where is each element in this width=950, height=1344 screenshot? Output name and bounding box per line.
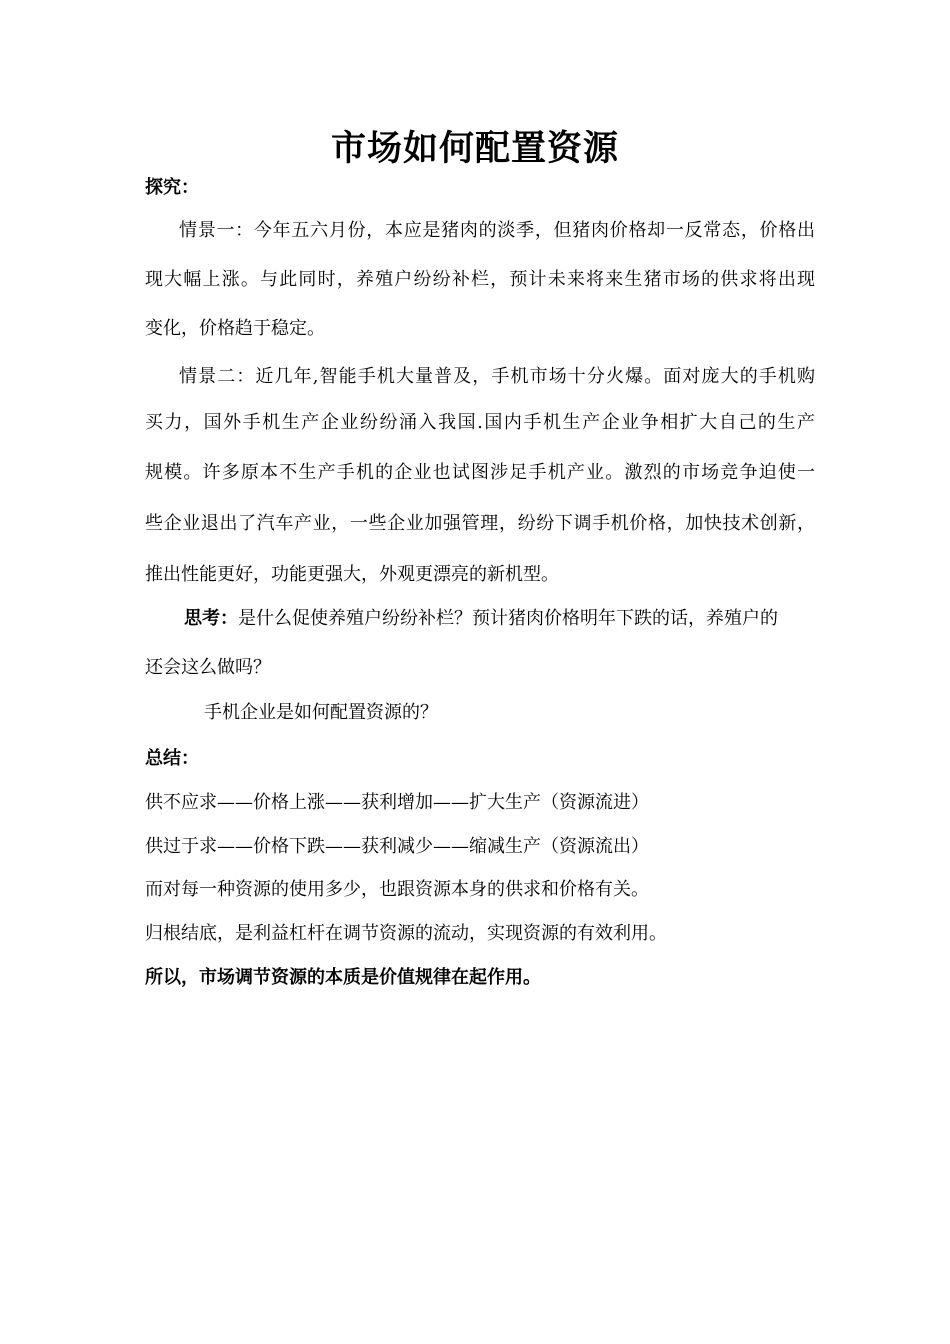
thinking-question-1: 是什么促使养殖户纷纷补栏？预计猪肉价格明年下跌的话，养殖户的 [238,608,778,629]
summary-line-1: 供不应求——价格上涨——获利增加——扩大生产（资源流进） [145,792,649,813]
summary-conclusion: 所以，市场调节资源的本质是价值规律在起作用。 [145,967,541,988]
thinking-line-2: 还会这么做吗？ [145,657,271,678]
scenario2-line-1: 情景二：近几年,智能手机大量普及，手机市场十分火爆。面对庞大的手机购 [179,366,815,387]
scenario2-line-2: 买力，国外手机生产企业纷纷涌入我国.国内手机生产企业争相扩大自己的生产 [145,412,815,433]
document-title: 市场如何配置资源 [330,128,619,169]
summary-line-2: 供过于求——价格下跌——获利减少——缩减生产（资源流出） [145,836,649,857]
scenario2-line-4: 些企业退出了汽车产业，一些企业加强管理，纷纷下调手机价格，加快技术创新， [145,513,815,534]
summary-line-4: 归根结底，是利益杠杆在调节资源的流动，实现资源的有效利用。 [145,923,667,944]
summary-heading: 总结： [145,748,199,769]
explore-heading: 探究： [145,177,199,198]
scenario1-line-1: 情景一：今年五六月份，本应是猪肉的淡季，但猪肉价格却一反常态，价格出 [179,220,815,241]
thinking-label: 思考： [184,608,238,629]
thinking-question-2: 手机企业是如何配置资源的？ [204,702,438,723]
thinking-line-1 [184,606,815,632]
scenario2-line-5: 推出性能更好，功能更强大，外观更漂亮的新机型。 [145,564,559,585]
scenario1-line-2: 现大幅上涨。与此同时，养殖户纷纷补栏，预计未来将来生猪市场的供求将出现 [145,269,815,290]
scenario1-line-3: 变化，价格趋于稳定。 [145,318,325,339]
scenario2-line-3: 规模。许多原本不生产手机的企业也试图涉足手机产业。激烈的市场竞争迫使一 [145,462,815,483]
summary-line-3: 而对每一种资源的使用多少，也跟资源本身的供求和价格有关。 [145,879,649,900]
